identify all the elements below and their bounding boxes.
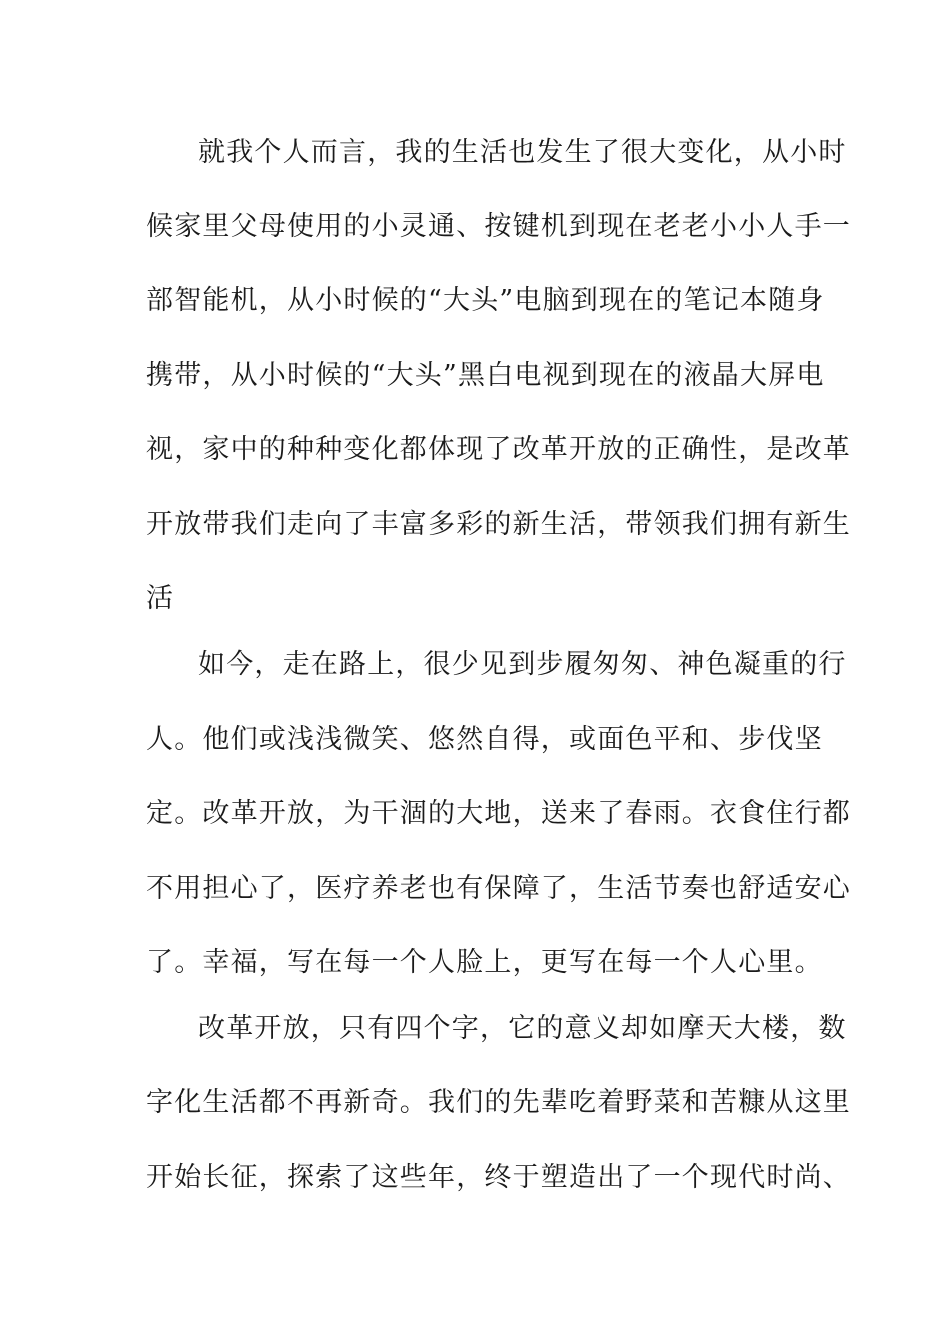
text-line: 人。他们或浅浅微笑、悠然自得，或面色平和、步伐坚 bbox=[146, 724, 823, 755]
text-line: 活 bbox=[146, 583, 175, 614]
text-line: 部智能机，从小时候的“大头”电脑到现在的笔记本随身 bbox=[146, 285, 825, 316]
text-line: 就我个人而言，我的生活也发生了很大变化，从小时 bbox=[198, 137, 847, 168]
text-line: 了。幸福，写在每一个人脸上，更写在每一个人心里。 bbox=[146, 947, 823, 978]
text-line: 携带，从小时候的“大头”黑白电视到现在的液晶大屏电 bbox=[146, 360, 825, 391]
text-line: 视，家中的种种变化都体现了改革开放的正确性，是改革 bbox=[146, 434, 851, 465]
text-line: 开放带我们走向了丰富多彩的新生活，带领我们拥有新生 bbox=[146, 509, 851, 540]
text-line: 如今，走在路上，很少见到步履匆匆、神色凝重的行 bbox=[198, 649, 847, 680]
text-line: 字化生活都不再新奇。我们的先辈吃着野菜和苦糠从这里 bbox=[146, 1087, 851, 1118]
text-line: 定。改革开放，为干涸的大地，送来了春雨。衣食住行都 bbox=[146, 798, 851, 829]
text-line: 开始长征，探索了这些年，终于塑造出了一个现代时尚、 bbox=[146, 1162, 851, 1193]
text-line: 改革开放，只有四个字，它的意义却如摩天大楼，数 bbox=[198, 1013, 847, 1044]
text-line: 不用担心了，医疗养老也有保障了，生活节奏也舒适安心 bbox=[146, 873, 851, 904]
text-line: 候家里父母使用的小灵通、按键机到现在老老小小人手一 bbox=[146, 211, 851, 242]
